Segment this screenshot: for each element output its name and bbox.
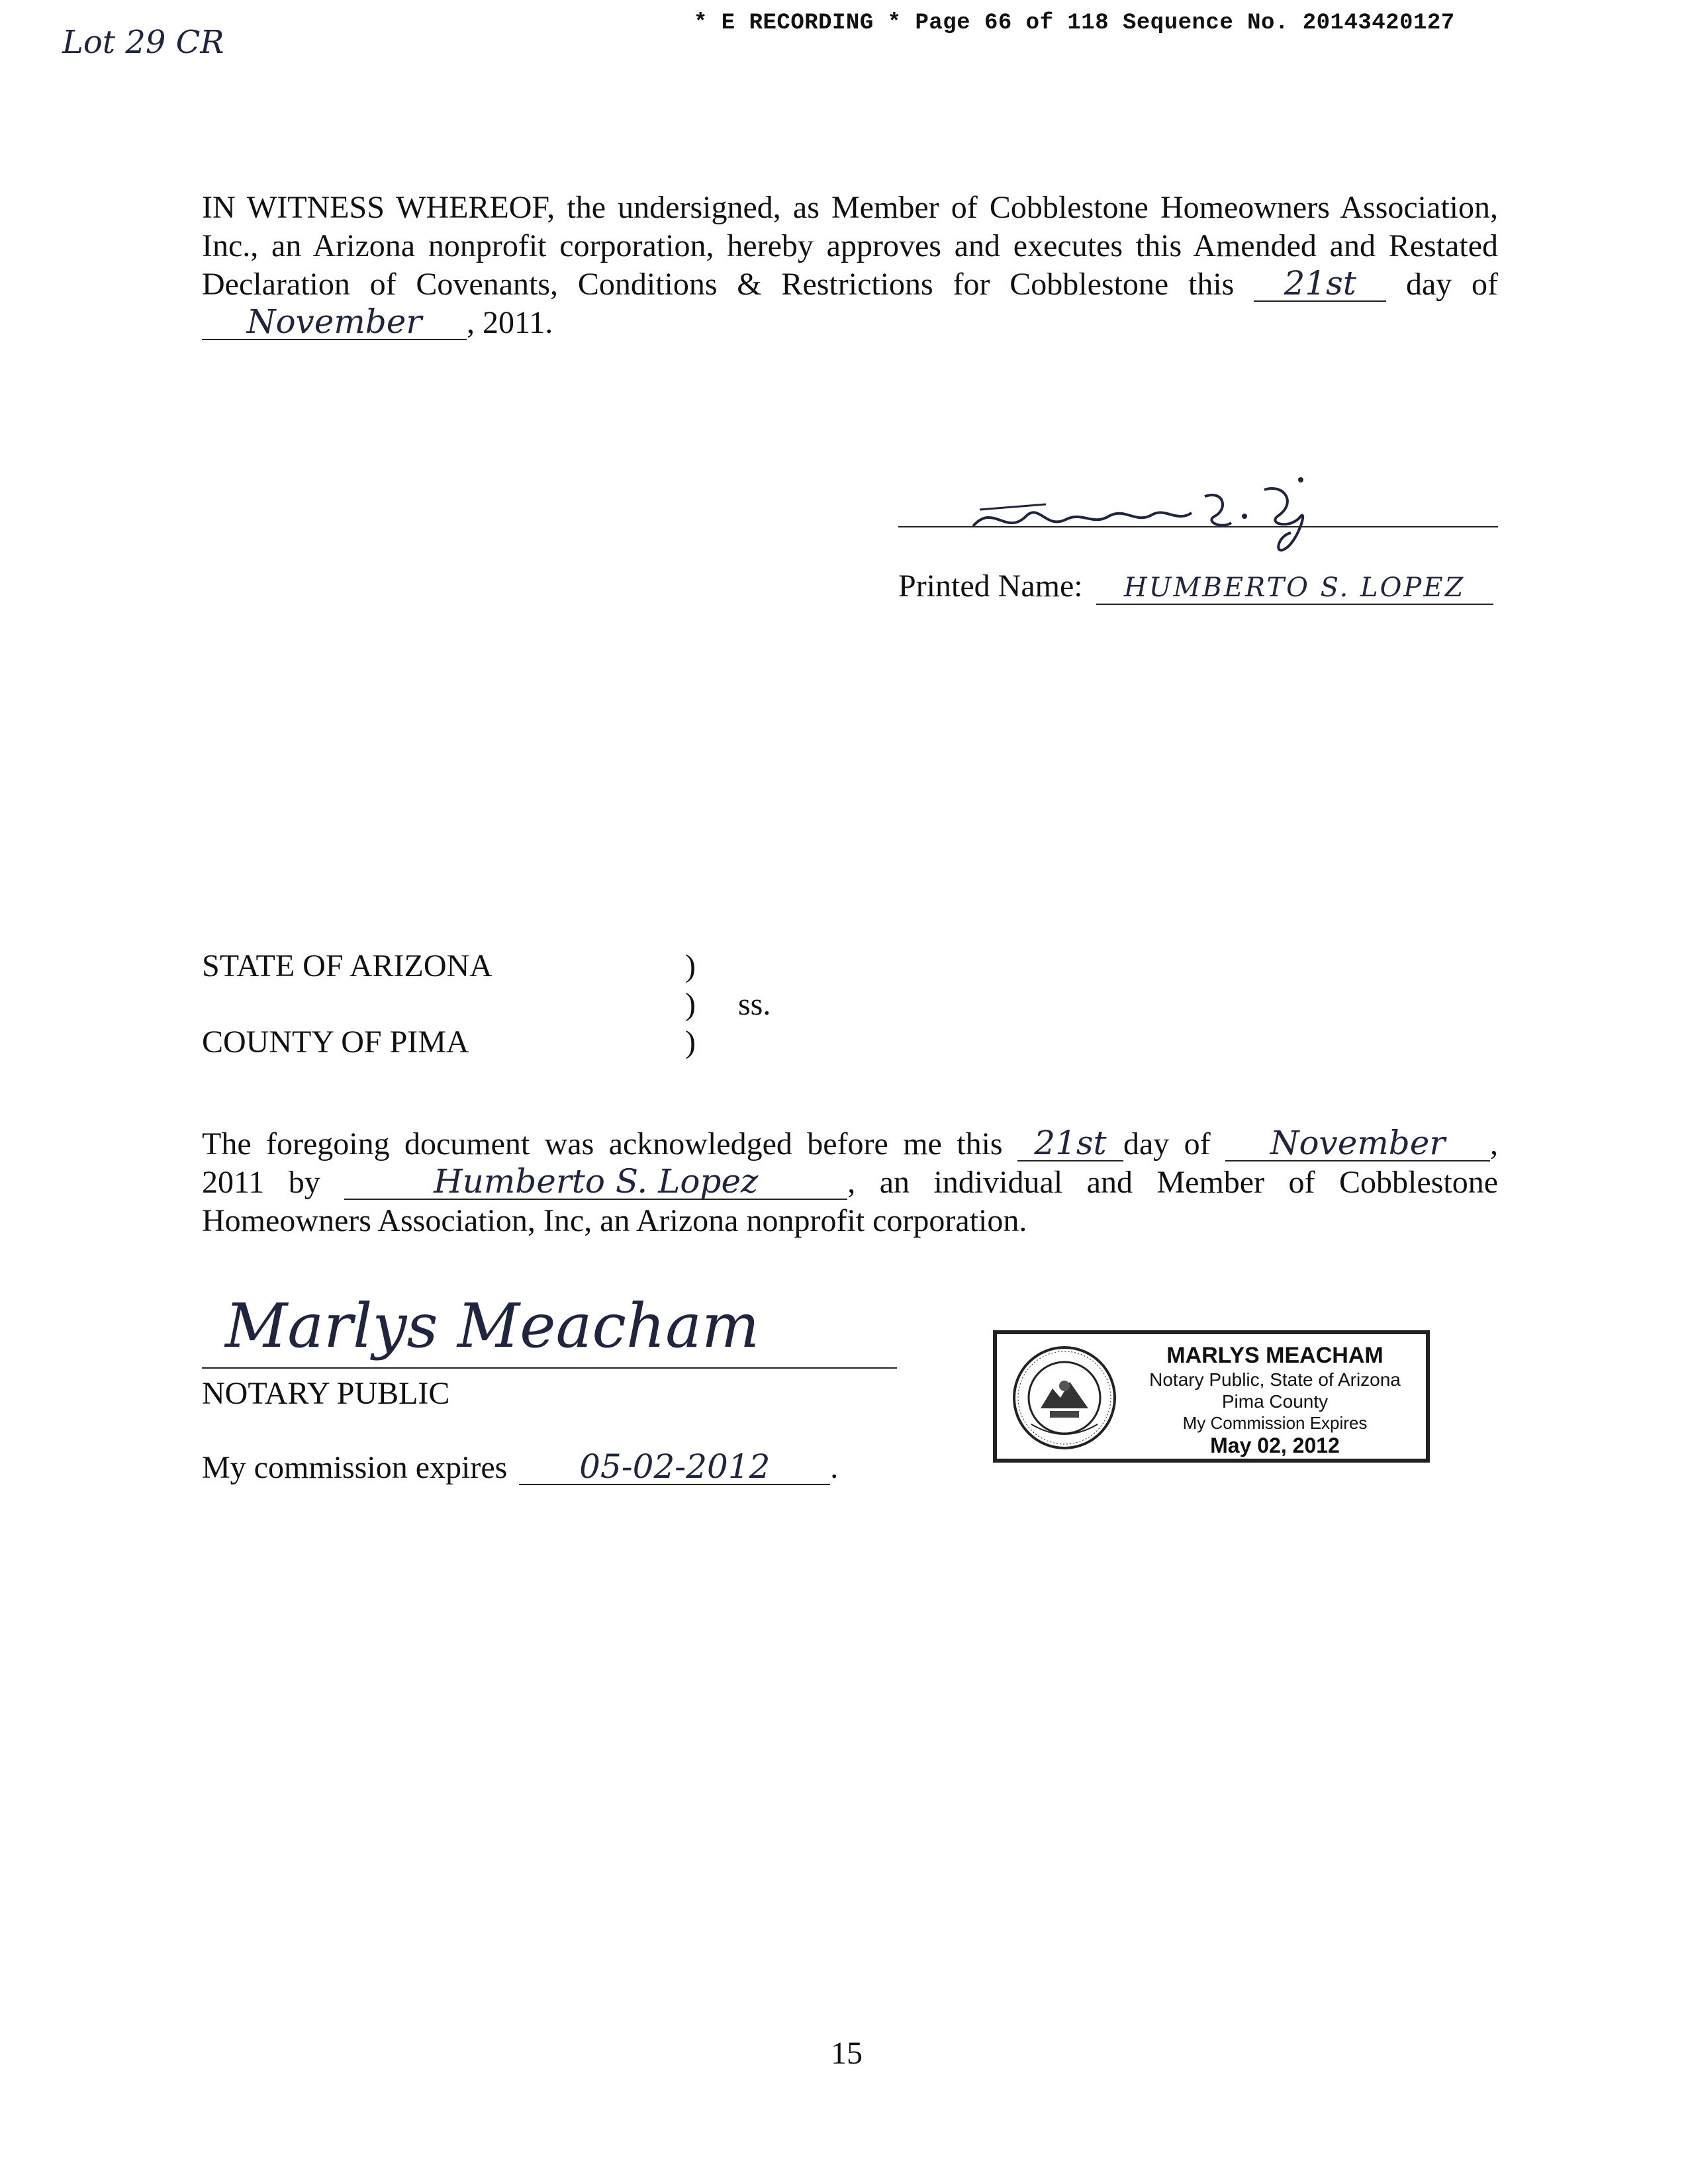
acknowledgment-paragraph bbox=[202, 1125, 1498, 1240]
commission-row bbox=[202, 1449, 838, 1486]
stamp-name: MARLYS MEACHAM bbox=[1166, 1343, 1383, 1368]
witness-text: IN WITNESS WHEREOF, the undersigned, as Member of Cobblestone Homeowners Association, Inc., an Arizona nonprofit corporation, hereby approves and executes this Amended and Restated Declaration of Covenants, Conditions & Restrictions for Cobblestone this bbox=[202, 190, 1498, 302]
printed-name-label: Printed Name: bbox=[898, 569, 1083, 604]
witness-month-field bbox=[202, 302, 467, 341]
ack-year: , 2011 bbox=[202, 1126, 1498, 1200]
ack-text-2: , an individual and Member of Cobblestone Homeowners Association, Inc, an Arizona nonprofit corporation. bbox=[202, 1165, 1499, 1238]
ack-text-1: The foregoing document was acknowledged before me this bbox=[202, 1126, 1003, 1161]
recording-header: * E RECORDING * Page 66 of 118 Sequence No. 20143420127 bbox=[694, 11, 1455, 36]
notary-stamp bbox=[993, 1330, 1430, 1463]
member-signature-icon bbox=[966, 463, 1324, 563]
notary-signature: Marlys Meacham bbox=[225, 1291, 760, 1361]
stamp-county: Pima County bbox=[1221, 1391, 1329, 1412]
witness-paragraph bbox=[202, 189, 1498, 342]
witness-day: 21st bbox=[1284, 264, 1356, 302]
stamp-text bbox=[1129, 1342, 1421, 1457]
printed-name-value: HUMBERTO S. LOPEZ bbox=[1123, 572, 1466, 603]
stamp-title: Notary Public, State of Arizona bbox=[1149, 1369, 1401, 1390]
witness-year: , 2011. bbox=[467, 305, 553, 340]
ack-month-field bbox=[1225, 1124, 1490, 1162]
venue-paren: ) bbox=[685, 1024, 696, 1060]
ack-day-field bbox=[1017, 1124, 1123, 1162]
venue-paren: ) bbox=[685, 987, 696, 1022]
stamp-expires-label: My Commission Expires bbox=[1182, 1413, 1368, 1433]
ack-month: November bbox=[1270, 1124, 1446, 1162]
ack-day-of: day of bbox=[1123, 1126, 1211, 1161]
witness-day-of: day of bbox=[1405, 267, 1499, 302]
notary-label: NOTARY PUBLIC bbox=[202, 1376, 450, 1411]
venue-paren: ) bbox=[685, 948, 696, 983]
commission-date: 05-02-2012 bbox=[579, 1447, 771, 1486]
page-number: 15 bbox=[831, 2036, 863, 2071]
ack-name-field bbox=[344, 1162, 847, 1201]
venue-county: COUNTY OF PIMA bbox=[202, 1024, 469, 1060]
arizona-seal-icon bbox=[1011, 1345, 1117, 1451]
venue-ss: ss. bbox=[738, 987, 771, 1022]
notary-signature-line bbox=[202, 1367, 897, 1369]
witness-day-field bbox=[1254, 264, 1386, 302]
venue-state: STATE OF ARIZONA bbox=[202, 948, 492, 983]
commission-date-field bbox=[519, 1447, 830, 1486]
ack-name: Humberto S. Lopez bbox=[434, 1162, 759, 1201]
printed-name-row bbox=[898, 568, 1493, 605]
printed-name-field bbox=[1096, 570, 1493, 605]
ack-by: by bbox=[288, 1165, 320, 1200]
lot-note: Lot 29 CR bbox=[62, 24, 224, 61]
ack-day: 21st bbox=[1034, 1124, 1107, 1162]
commission-period: . bbox=[830, 1450, 839, 1485]
member-signature-line bbox=[898, 526, 1498, 527]
commission-label: My commission expires bbox=[202, 1450, 508, 1485]
witness-month: November bbox=[246, 302, 422, 341]
stamp-expires-date: May 02, 2012 bbox=[1210, 1433, 1340, 1457]
